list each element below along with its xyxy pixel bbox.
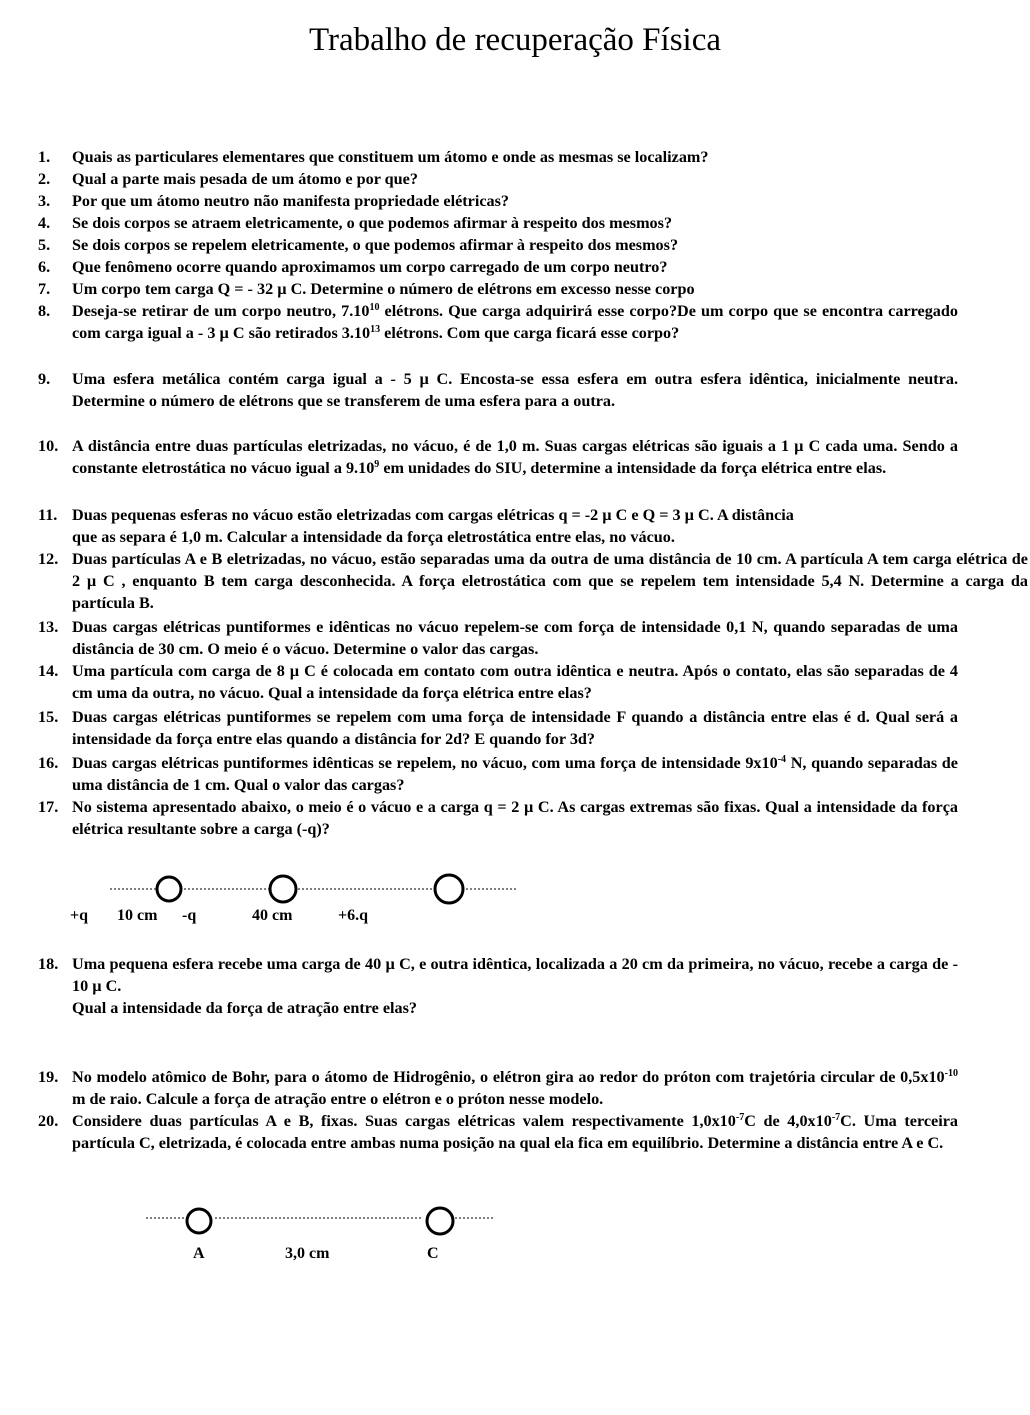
- label-c: C: [427, 1245, 439, 1262]
- question-19: 19. No modelo atômico de Bohr, para o átomo de Hidrogênio, o elétron gira ao redor do próton com trajetória circular de $0,5x10^{-10}$ m de raio. Calcule a força de atração entre o elétron e o próton nesse modelo.: [38, 1068, 958, 1108]
- question-16: 16. Duas cargas elétricas puntiformes idênticas se repelem, no vácuo, com uma força de intensidade $9x10^{-4}$ N, quando separadas de uma distância de 1 cm. Qual o valor das cargas?: [38, 754, 958, 794]
- question-15: 15. Duas cargas elétricas puntiformes se repelem com uma força de intensidade F quando a distância entre elas é d. Qual será a intensidade da força entre elas quando a distância for 2d? E quando for 3d?: [38, 708, 958, 748]
- charge-circle: [157, 877, 181, 901]
- charge-circle: [270, 876, 296, 902]
- page-title: Trabalho de recuperação Física: [308, 22, 722, 58]
- particle-c-circle: [427, 1208, 453, 1234]
- question-2: 2. Qual a parte mais pesada de um átomo e por que?: [38, 170, 418, 188]
- label-3cm: 3,0 cm: [285, 1245, 330, 1262]
- label-minus-q: -q: [182, 907, 197, 924]
- question-6: 6. Que fenômeno ocorre quando aproximamos um corpo carregado de um corpo neutro?: [38, 258, 668, 276]
- label-10cm: 10 cm: [117, 907, 158, 924]
- question-10: 10. A distância entre duas partículas eletrizadas, no vácuo, é de 1,0 m. Suas cargas elétricas são iguais a 1 µ C cada uma. Sendo a constante eletrostática no vácuo igual a 9.10$^9$ em unidades do SIU, determine a intensidade da força elétrica entre elas.: [38, 437, 958, 477]
- question-7: 7. Um corpo tem carga Q = - 32 µ C. Determine o número de elétrons em excesso nesse corpo: [38, 280, 695, 298]
- question-5: 5. Se dois corpos se repelem eletricamente, o que podemos afirmar à respeito dos mesmos?: [38, 236, 679, 254]
- question-18: 18. Uma pequena esfera recebe uma carga de 40 µ C, e outra idêntica, localizada a 20 cm da primeira, no vácuo, recebe a carga de - 10 µ C. Qual a intensidade da força de atração entre elas?: [38, 955, 958, 1017]
- question-11: 11. Duas pequenas esferas no vácuo estão eletrizadas com cargas elétricas q = -2 µ C e Q = 3 µ C. A distância que as separa é 1,0 m. Calcular a intensidade da força eletrostática entre elas, no vácuo.: [38, 506, 794, 546]
- question-3: 3. Por que um átomo neutro não manifesta propriedade elétricas?: [38, 192, 510, 210]
- label-plus-q: +q: [70, 907, 89, 924]
- question-13: 13. Duas cargas elétricas puntiformes e idênticas no vácuo repelem-se com força de intensidade 0,1 N, quando separadas de uma distância de 30 cm. O meio é o vácuo. Determine o valor das cargas.: [38, 618, 958, 658]
- question-8: 8. Deseja-se retirar de um corpo neutro, 7.10$^{10}$ elétrons. Que carga adquirirá esse corpo?De um corpo que se encontra carregado com carga igual a - 3 µ C são retirados 3.10$^{13}$ elétrons. Com que carga ficará esse corpo?: [38, 302, 959, 342]
- label-40cm: 40 cm: [252, 907, 293, 924]
- charge-circle: [435, 875, 463, 903]
- question-4: 4. Se dois corpos se atraem eletricamente, o que podemos afirmar à respeito dos mesmos?: [38, 214, 673, 232]
- question-1: 1. Quais as particulares elementares que constituem um átomo e onde as mesmas se localizam?: [38, 148, 709, 166]
- label-plus-6q: +6.q: [338, 907, 369, 924]
- question-14: 14. Uma partícula com carga de 8 µ C é colocada em contato com outra idêntica e neutra. Após o contato, elas são separadas de 4 cm uma da outra, no vácuo. Qual a intensidade da força elétrica entre elas?: [38, 662, 958, 702]
- question-9: 9. Uma esfera metálica contém carga igual a - 5 µ C. Encosta-se essa esfera em outra esfera idêntica, inicialmente neutra. Determine o número de elétrons que se transferem de uma esfera para a outra.: [38, 370, 958, 410]
- question-17: 17. No sistema apresentado abaixo, o meio é o vácuo e a carga q = 2 µ C. As cargas extremas são fixas. Qual a intensidade da força elétrica resultante sobre a carga (-q)?: [38, 798, 958, 838]
- label-a: A: [193, 1245, 205, 1262]
- question-20: 20. Considere duas partículas A e B, fixas. Suas cargas elétricas valem respectivamente $1,0x10^{-7}C$ de $4,0x10^{-7}C$. Uma terceira partícula C, eletrizada, é colocada entre ambas numa posição na qual ela fica em equilíbrio. Determine a distância entre A e C.: [38, 1112, 958, 1152]
- particle-a-circle: [187, 1209, 211, 1233]
- question-12: 12. Duas partículas A e B eletrizadas, no vácuo, estão separadas uma da outra de uma distância de 10 cm. A partícula A tem carga elétrica de 2 µ C , enquanto B tem carga desconhecida. A força eletrostática com que se repelem tem intensidade 5,4 N. Determine a carga da partícula B.: [38, 550, 1028, 612]
